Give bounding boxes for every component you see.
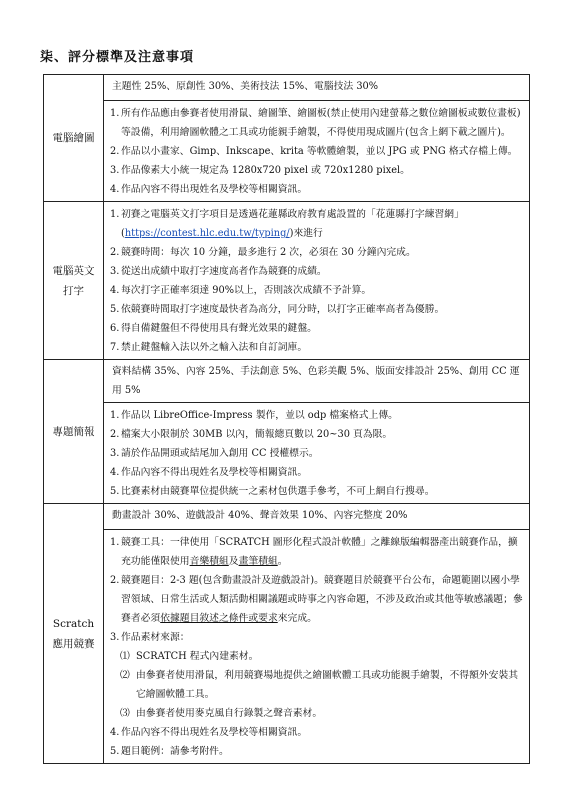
scoring-cell <box>104 504 530 530</box>
note-item: 5. 比賽素材由競賽單位提供統一之素材包供選手參考，不可上網自行搜尋。 <box>110 486 435 497</box>
scoring-table <box>43 74 530 764</box>
note-item: 5. 依競賽時間取打字速度最快者為高分，同分時，以打字正確率高者為優勝。 <box>110 304 445 315</box>
scoring-criteria: 動畫設計 30%、遊戲設計 40%、聲音效果 10%、內容完整度 20% <box>112 510 408 521</box>
note-item: 1. 競賽工具：一律使用「SCRATCH 圖形化程式設計軟體」之離線版編輯器產出競賽作品，擴充功能僅限使用音樂積組及畫筆積組。 <box>110 537 518 567</box>
note-item: 4. 作品內容不得出現姓名及學校等相關資訊。 <box>110 184 308 195</box>
note-item: 3. 請於作品開頭或結尾加入創用 CC 授權標示。 <box>110 448 319 459</box>
note-item: 4. 作品內容不得出現姓名及學校等相關資訊。 <box>110 467 308 478</box>
notes-cell <box>104 530 530 764</box>
note-item: 3. 作品素材來源： <box>110 632 190 643</box>
note-item: 7. 禁止鍵盤輸入法以外之輸入法和自訂詞庫。 <box>110 342 308 353</box>
section-row-presentation <box>44 360 530 403</box>
notes-cell <box>104 202 530 360</box>
note-item: 4. 每次打字正確率須達 90%以上，否則該次成績不予計算。 <box>110 285 372 296</box>
notes-cell <box>104 101 530 202</box>
note-item: 6. 得自備鍵盤但不得使用具有聲光效果的鍵盤。 <box>110 323 317 334</box>
scoring-cell <box>104 75 530 101</box>
note-item: 2. 檔案大小限制於 30MB 以內，簡報總頁數以 20~30 頁為限。 <box>110 429 393 440</box>
note-item: 1. 初賽之電腦英文打字項目是透過花蓮縣政府教育處設置的「花蓮縣打字練習網」(https://contest.hlc.edu.tw/typing/)來進行 <box>110 209 464 239</box>
note-item: 5. 題目範例：請參考附件。 <box>110 746 229 757</box>
category-cell <box>44 75 104 202</box>
notes-cell <box>104 403 530 504</box>
scoring-cell <box>104 360 530 403</box>
sub-item: ⑵ 由參賽者使用滑鼠，利用競賽場地提供之繪圖軟體工具或功能親手繪製，不得額外安裝其它繪圖軟體工具。 <box>120 670 519 700</box>
note-item: 1. 所有作品應由參賽者使用滑鼠、繪圖筆、繪圖板(禁止使用內建螢幕之數位繪圖板或數位畫板) 等設備，利用繪圖軟體之工具或功能親手繪製，不得使用現成圖片(包含上網下載之圖片)。 <box>110 108 521 138</box>
note-item: 1. 作品以 LibreOffice-Impress 製作，並以 odp 檔案格式上傳。 <box>110 410 398 421</box>
note-item: 2. 競賽題目：2-3 題(包含動畫設計及遊戲設計)。競賽題目於競賽平台公布，命題範圍以國小學習領域、日常生活或人類活動相關議題或時事之內容命題，不涉及政治或其他等敏感議題；參賽者必須依據題目敘述之條件或要求來完成。 <box>110 575 523 624</box>
category-cell <box>44 360 104 504</box>
scoring-criteria: 資料結構 35%、內容 25%、手法創意 5%、色彩美觀 5%、版面安排設計 25%、創用 CC 運用 5% <box>112 366 520 396</box>
category-label: Scratch <box>52 617 95 630</box>
category-label: 專題簡報 <box>52 425 95 438</box>
typing-site-link[interactable]: https://contest.hlc.edu.tw/typing/ <box>124 228 290 239</box>
category-cell <box>44 202 104 360</box>
category-label: 打字 <box>63 284 84 297</box>
note-item: 3. 作品像素大小統一規定為 1280x720 pixel 或 720x1280 pixel。 <box>110 165 410 176</box>
note-item: 3. 從送出成績中取打字速度高者作為競賽的成績。 <box>110 266 327 277</box>
note-item: 2. 競賽時間：每次 10 分鐘，最多進行 2 次，必須在 30 分鐘內完成。 <box>110 247 416 258</box>
category-cell <box>44 504 104 764</box>
sub-item: ⑶ 由參賽者使用麥克風自行錄製之聲音素材。 <box>120 708 323 719</box>
scoring-criteria: 主題性 25%、原創性 30%、美術技法 15%、電腦技法 30% <box>112 81 379 92</box>
category-label: 電腦繪圖 <box>52 132 95 144</box>
section-row-typing <box>44 202 530 360</box>
category-label: 應用競賽 <box>52 637 95 650</box>
note-item: 2. 作品以小畫家、Gimp、Inkscape、krita 等軟體繪製，並以 JPG 或 PNG 格式存檔上傳。 <box>110 146 518 157</box>
section-row-scratch <box>44 504 530 530</box>
section-row-drawing <box>44 75 530 101</box>
sub-item: ⑴ SCRATCH 程式內建素材。 <box>120 651 259 662</box>
category-label: 電腦英文 <box>52 264 95 277</box>
page-title: 柒、評分標準及注意事項 <box>40 50 195 65</box>
note-item: 4. 作品內容不得出現姓名及學校等相關資訊。 <box>110 727 308 738</box>
